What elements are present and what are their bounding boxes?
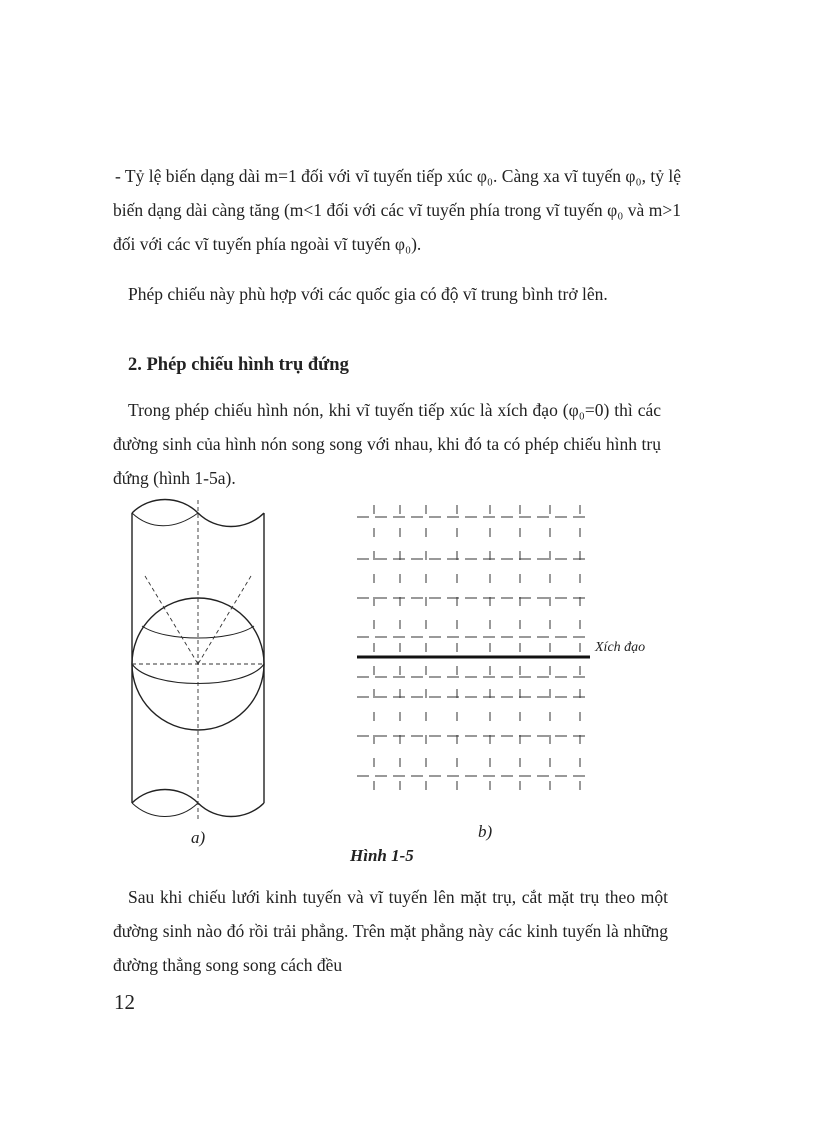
figure-a-label: a) (191, 828, 206, 847)
equator-label: Xích đạo (595, 640, 646, 655)
page-number: 12 (114, 990, 135, 1014)
paragraph-distortion: - Tỷ lệ biến dạng dài m=1 đối với vĩ tuyến tiếp xúc φ₀. Càng xa vĩ tuyến φ₀, tỷ lệ biến dạng dài càng tăng (m<1 đối với các vĩ tuyến phía trong vĩ tuyến φ₀ và m>1 đối với các vĩ tuyến phía ngoài vĩ tuyến φ₀). (113, 166, 681, 254)
section-heading: 2. Phép chiếu hình trụ đứng (128, 355, 349, 375)
paragraph-suitability: Phép chiếu này phù hợp với các quốc gia có độ vĩ trung bình trở lên. (128, 284, 608, 304)
figure-caption: Hình 1-5 (350, 846, 414, 865)
figure-b-label: b) (478, 822, 493, 841)
paragraph-cylinder-intro: Trong phép chiếu hình nón, khi vĩ tuyến tiếp xúc là xích đạo (φ₀=0) thì các đường sinh của hình nón song song với nhau, khi đó ta có phép chiếu hình trụ đứng (hình 1-5a). (113, 400, 661, 488)
paragraph-unrolling: Sau khi chiếu lưới kinh tuyến và vĩ tuyến lên mặt trụ, cắt mặt trụ theo một đường sinh nào đó rồi trải phẳng. Trên mặt phẳng này các kinh tuyến là những đường thẳng song song cách đều (113, 887, 668, 975)
